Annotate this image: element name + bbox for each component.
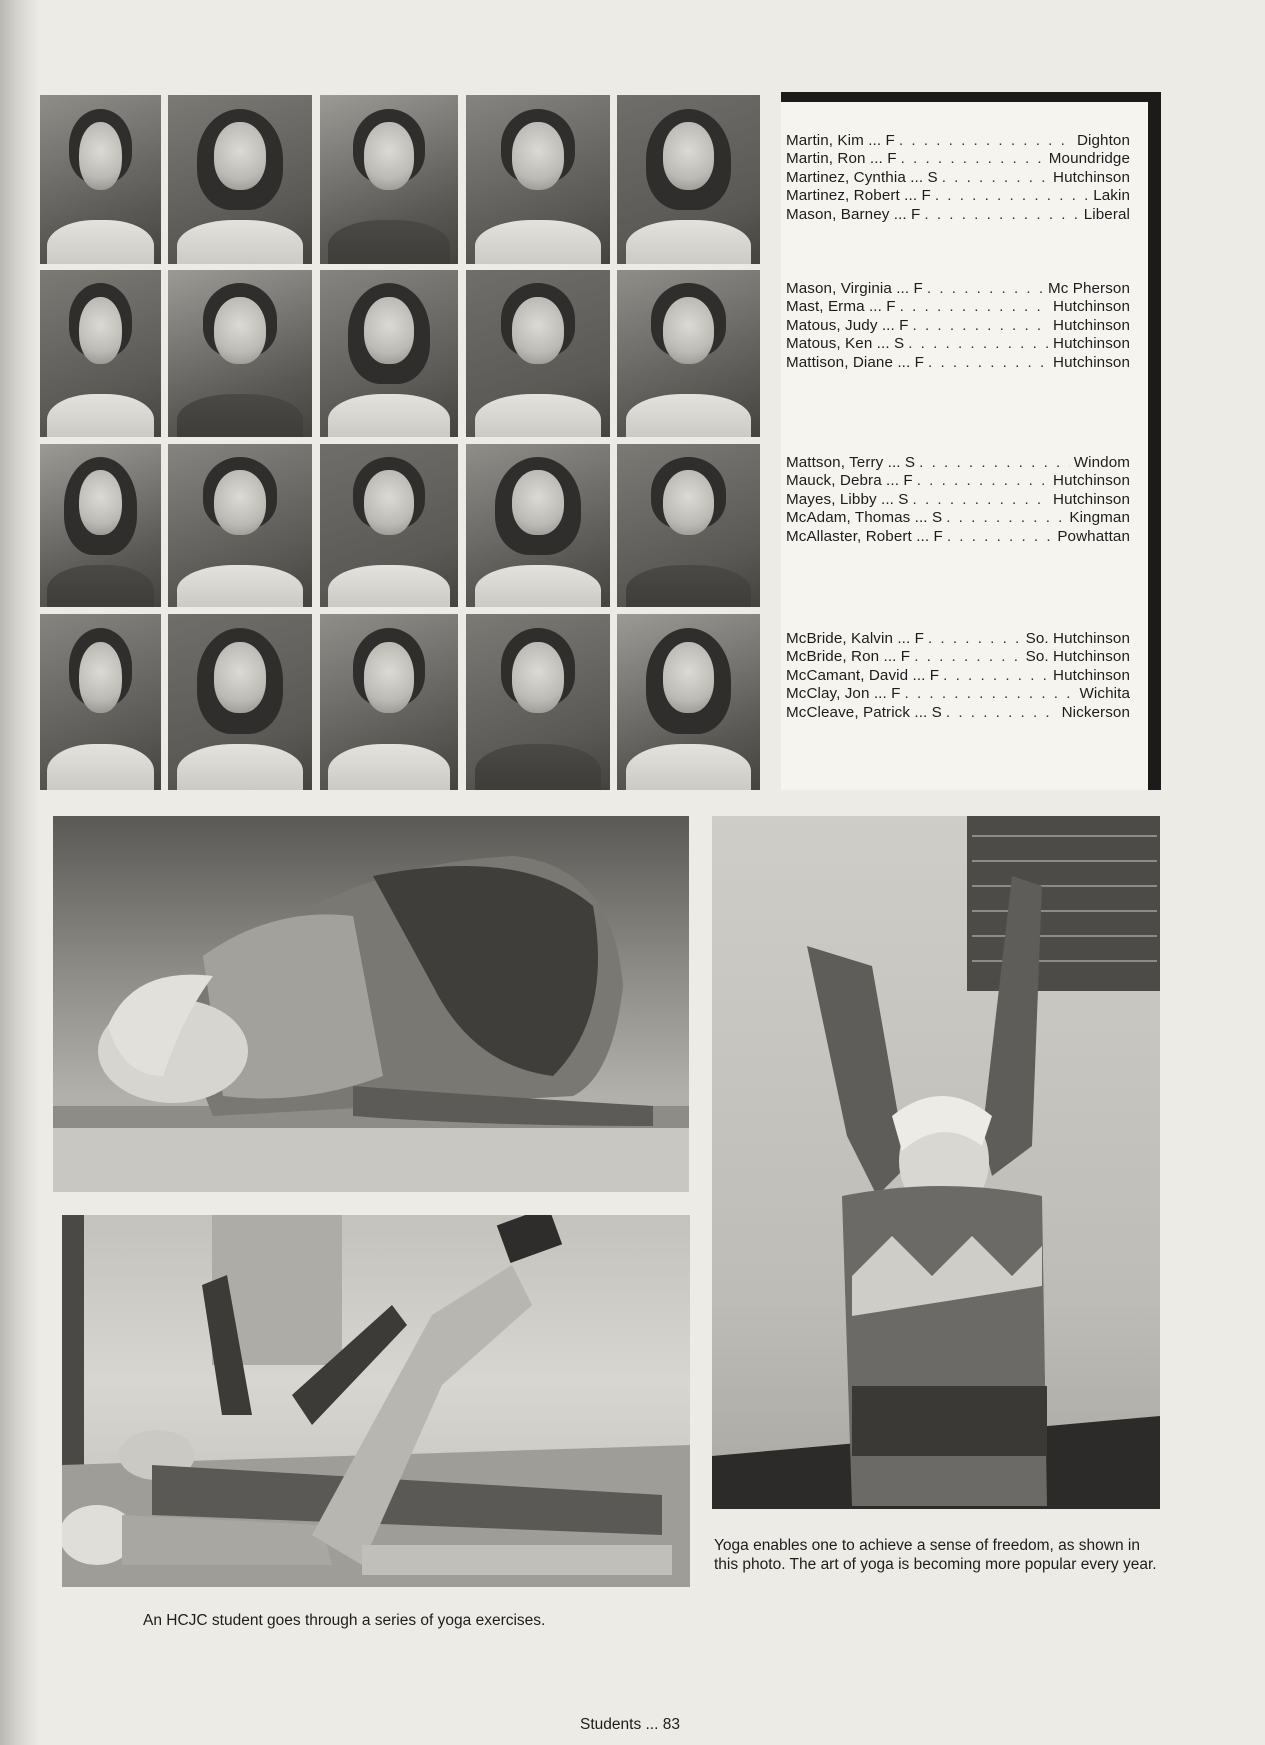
portrait-face xyxy=(663,470,714,535)
yoga-reaching-photo xyxy=(712,816,1160,1509)
portrait-face xyxy=(214,642,266,712)
portrait-shoulders xyxy=(475,744,602,790)
roster-entry: Mason, Virginia ... F . . . Mc Pherson xyxy=(786,280,1130,298)
portrait-shoulders xyxy=(626,220,752,264)
yoga-child-pose-figure xyxy=(53,816,689,1192)
student-portrait-photo xyxy=(617,95,760,264)
portrait-shoulders xyxy=(177,220,304,264)
roster-entry: Martinez, Robert ... F . . . Lakin xyxy=(786,187,1130,205)
student-portrait-photo xyxy=(617,614,760,790)
portrait-shoulders xyxy=(475,565,602,607)
roster-group-1 xyxy=(786,132,1130,224)
portrait-face xyxy=(512,122,564,190)
student-portrait-photo xyxy=(617,270,760,437)
portrait-shoulders xyxy=(177,394,304,437)
portrait-shoulders xyxy=(47,744,153,790)
portrait-shoulders xyxy=(626,394,752,437)
roster-entry: Mast, Erma ... F . . . Hutchinson xyxy=(786,298,1130,316)
roster-entry: McClay, Jon ... F . . . Wichita xyxy=(786,685,1130,703)
portrait-face xyxy=(214,122,266,190)
roster-entry: Mayes, Libby ... S . . . Hutchinson xyxy=(786,491,1130,509)
portrait-shoulders xyxy=(47,394,153,437)
roster-entry: Martin, Ron ... F . . . Moundridge xyxy=(786,150,1130,168)
student-portrait-photo xyxy=(320,614,458,790)
student-portrait-photo xyxy=(320,95,458,264)
roster-box xyxy=(781,92,1161,790)
student-portrait-photo xyxy=(168,270,312,437)
portrait-face xyxy=(663,297,714,364)
student-portrait-photo xyxy=(40,95,161,264)
roster-group-4 xyxy=(786,630,1130,722)
student-portrait-photo xyxy=(466,95,610,264)
portrait-face xyxy=(214,470,266,535)
student-portrait-photo xyxy=(320,444,458,607)
roster-entry: Martinez, Cynthia ... S . . . Hutchinson xyxy=(786,169,1130,187)
yoga-reaching-figure xyxy=(712,816,1160,1509)
roster-entry: McAdam, Thomas ... S . . . Kingman xyxy=(786,509,1130,527)
student-portrait-photo xyxy=(466,614,610,790)
portrait-face xyxy=(663,642,714,712)
student-portrait-photo xyxy=(40,270,161,437)
student-portrait-photo xyxy=(168,95,312,264)
student-portrait-photo xyxy=(466,444,610,607)
student-portrait-photo xyxy=(320,270,458,437)
roster-entry: Mauck, Debra ... F . . . Hutchinson xyxy=(786,472,1130,490)
portrait-shoulders xyxy=(475,394,602,437)
student-portrait-photo xyxy=(466,270,610,437)
portrait-face xyxy=(663,122,714,190)
roster-entry: Mason, Barney ... F . . . Liberal xyxy=(786,206,1130,224)
portrait-face xyxy=(79,470,123,535)
roster-entry: McBride, Kalvin ... F . . . So. Hutchinson xyxy=(786,630,1130,648)
student-portrait-photo xyxy=(168,444,312,607)
student-portrait-photo xyxy=(40,444,161,607)
roster-entry: Mattson, Terry ... S . . . Windom xyxy=(786,454,1130,472)
caption-yoga-series: An HCJC student goes through a series of yoga exercises. xyxy=(143,1612,546,1629)
roster-entry: Martin, Kim ... F . . . Dighton xyxy=(786,132,1130,150)
portrait-shoulders xyxy=(328,394,449,437)
roster-entry: Matous, Ken ... S . . . Hutchinson xyxy=(786,335,1130,353)
portrait-shoulders xyxy=(177,744,304,790)
portrait-face xyxy=(79,122,123,190)
portrait-face xyxy=(512,297,564,364)
portrait-shoulders xyxy=(626,744,752,790)
yoga-child-pose-photo xyxy=(53,816,689,1192)
portrait-face xyxy=(512,470,564,535)
portrait-shoulders xyxy=(47,565,153,607)
portrait-face xyxy=(79,642,123,712)
portrait-face xyxy=(364,122,414,190)
roster-group-2 xyxy=(786,280,1130,372)
page-binding-shadow xyxy=(0,0,40,1745)
student-portrait-photo xyxy=(168,614,312,790)
portrait-shoulders xyxy=(328,565,449,607)
student-portrait-photo xyxy=(40,614,161,790)
page-folio: Students ... 83 xyxy=(580,1716,680,1733)
yoga-leg-raise-figure xyxy=(62,1215,690,1587)
roster-entry: McCleave, Patrick ... S . . . Nickerson xyxy=(786,704,1130,722)
portrait-face xyxy=(364,297,414,364)
portrait-shoulders xyxy=(328,744,449,790)
roster-group-3 xyxy=(786,454,1130,546)
roster-entry: Mattison, Diane ... F . . . Hutchinson xyxy=(786,354,1130,372)
portrait-shoulders xyxy=(47,220,153,264)
portrait-face xyxy=(79,297,123,364)
portrait-shoulders xyxy=(475,220,602,264)
roster-entry: McAllaster, Robert ... F . . . Powhattan xyxy=(786,528,1130,546)
portrait-face xyxy=(512,642,564,712)
portrait-face xyxy=(214,297,266,364)
portrait-shoulders xyxy=(177,565,304,607)
roster-entry: McBride, Ron ... F . . . So. Hutchinson xyxy=(786,648,1130,666)
student-portrait-photo xyxy=(617,444,760,607)
portrait-shoulders xyxy=(328,220,449,264)
roster-entry: McCamant, David ... F . . . Hutchinson xyxy=(786,667,1130,685)
roster-entry: Matous, Judy ... F . . . Hutchinson xyxy=(786,317,1130,335)
portrait-shoulders xyxy=(626,565,752,607)
portrait-face xyxy=(364,470,414,535)
yoga-leg-raise-photo xyxy=(62,1215,690,1587)
portrait-face xyxy=(364,642,414,712)
caption-yoga-freedom: Yoga enables one to achieve a sense of freedom, as shown in this photo. The art of yoga is becoming more popular every year. xyxy=(714,1537,1157,1573)
